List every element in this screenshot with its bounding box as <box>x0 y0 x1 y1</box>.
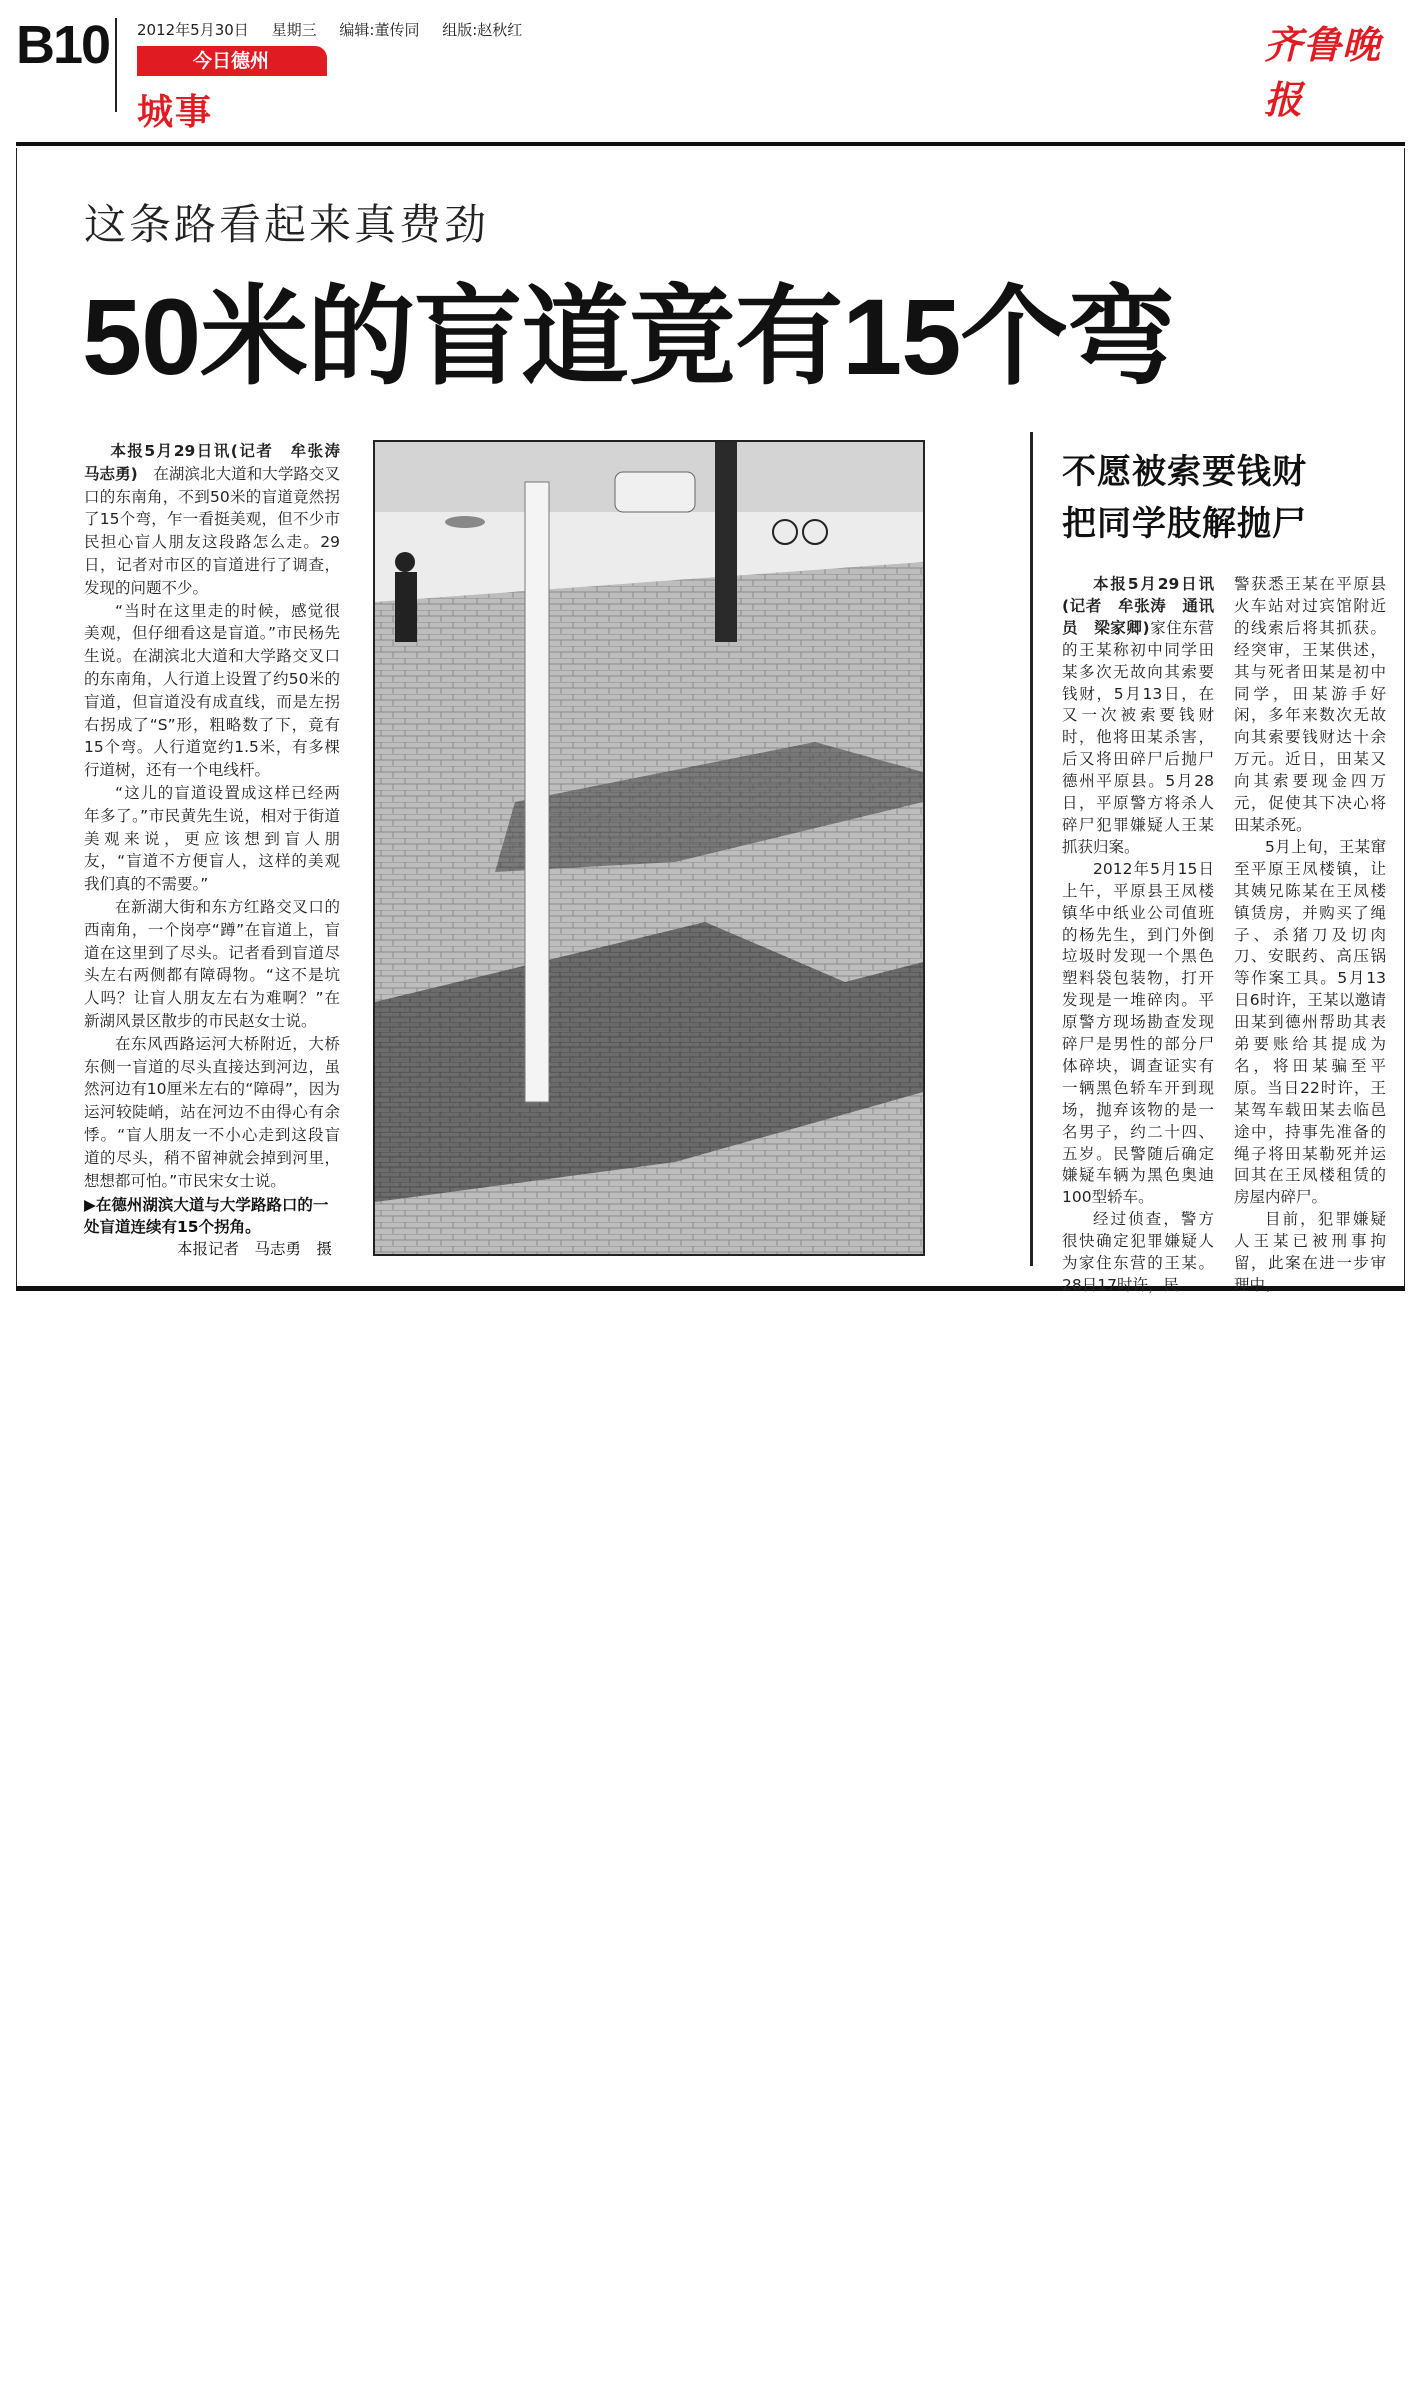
story-headline: 50米的盲道竟有15个弯 <box>82 276 1175 397</box>
column-divider <box>1030 432 1033 1266</box>
main-story-body <box>84 440 356 1192</box>
photo-caption <box>84 1194 340 1260</box>
side-paragraph: 本报5月29日讯(记者 牟张涛 通讯员 梁家卿)家住东营的王某称初中同学田某多次无故向其索要钱财，5月13日，在又一次被索要钱财时，他将田某杀害，后又将田碎尸后抛尸德州平原县。5月28日，平原警方将杀人碎尸犯罪嫌疑人王某抓获归案。 <box>1062 575 1214 856</box>
layout-credit: 组版:赵秋红 <box>442 21 523 39</box>
main-byline: 本报5月29日讯(记者 牟张涛 马志勇) <box>84 442 356 483</box>
side-paragraph: 经过侦查，警方很快确定犯罪嫌疑人为家住东营的王某。28日17时许，民 <box>1062 1210 1214 1294</box>
side-story-column-1 <box>1062 574 1214 1297</box>
side-headline-line1: 不愿被索要钱财 <box>1062 452 1307 492</box>
caption-text: ▶在德州湖滨大道与大学路路口的一处盲道连续有15个拐角。 <box>84 1196 329 1236</box>
top-rule <box>16 142 1405 146</box>
section-tab: 今日德州 <box>137 46 327 76</box>
side-story-column-2 <box>1234 574 1386 1297</box>
side-paragraph: 目前，犯罪嫌疑人王某已被刑事拘留，此案在进一步审理中。 <box>1234 1210 1386 1294</box>
side-headline-line2: 把同学肢解抛尸 <box>1062 504 1307 544</box>
editor-credit: 编辑:董传同 <box>339 21 420 39</box>
issue-weekday: 星期三 <box>271 21 317 39</box>
main-paragraph: 在东风西路运河大桥附近，大桥东侧一盲道的尽头直接达到河边，虽然河边有10厘米左右的“障碍”，因为运河较陡峭，站在河边不由得心有余悸。“盲人朋友一不小心走到这段盲道的尽头，稍不留神就会掉到河里，想想都可怕。”市民宋女士说。 <box>84 1034 340 1190</box>
issue-meta <box>137 19 540 40</box>
issue-date: 2012年5月30日 <box>137 21 249 39</box>
section-name: 城事 <box>137 92 214 133</box>
masthead-logo: 齐鲁晚报 <box>1264 22 1382 122</box>
story-subhead: 这条路看起来真费劲 <box>84 200 490 249</box>
header-divider <box>115 18 117 112</box>
photo-credit: 本报记者 马志勇 摄 <box>176 1240 332 1258</box>
news-photo <box>373 440 925 1256</box>
sidewalk-photo-illustration <box>375 442 923 1254</box>
side-paragraph: 2012年5月15日上午，平原县王凤楼镇华中纸业公司值班的杨先生，到门外倒垃圾时发现一个黑色塑料袋包装物，打开发现是一堆碎肉。平原警方现场勘查发现碎尸是男性的部分尸体碎块，调查证实有一辆黑色轿车开到现场，抛弃该物的是一名男子，约二十四、五岁。民警随后确定嫌疑车辆为黑色奥迪100型轿车。 <box>1062 859 1214 1207</box>
main-paragraph: 在新湖大街和东方红路交叉口的西南角，一个岗亭“蹲”在盲道上，盲道在这里到了尽头。记者看到盲道尽头左右两侧都有障碍物。“这不是坑人吗？让盲人朋友左右为难啊？”在新湖风景区散步的市民赵女士说。 <box>84 897 340 1030</box>
page-number: B10 <box>16 15 110 75</box>
main-paragraph: “这儿的盲道设置成这样已经两年多了。”市民黄先生说，相对于街道美观来说，更应该想到盲人朋友，“盲道不方便盲人，这样的美观我们真的不需要。” <box>84 783 340 894</box>
side-paragraph: 警获悉王某在平原县火车站对过宾馆附近的线索后将其抓获。经突审，王某供述，其与死者田某是初中同学，田某游手好闲，多年来数次无故向其索要钱财达十余万元。近日，田某又向其索要现金四万元，促使其下决心将田某杀死。 <box>1234 575 1386 834</box>
side-story-headline <box>1062 446 1307 550</box>
side-byline: 本报5月29日讯(记者 牟张涛 通讯员 梁家卿) <box>1062 575 1214 637</box>
main-paragraph: “当时在这里走的时候，感觉很美观，但仔细看这是盲道。”市民杨先生说。在湖滨北大道和大学路交叉口的东南角，人行道上设置了约50米的盲道，但盲道没有成直线，而是左拐右拐成了“S”形，粗略数了下，竟有15个弯。人行道宽约1.5米，有多棵行道树，还有一个电线杆。 <box>84 601 340 780</box>
side-paragraph: 5月上旬，王某窜至平原王凤楼镇，让其姨兄陈某在王凤楼镇赁房，并购买了绳子、杀猪刀及切肉刀、安眠药、高压锅等作案工具。5月13日6时许，王某以邀请田某到德州帮助其表弟要账给其提成为名，将田某骗至平原。当日22时许，王某驾车载田某去临邑途中，持事先准备的绳子将田某勒死并运回其在王凤楼租赁的房屋内碎尸。 <box>1234 837 1386 1207</box>
main-paragraph: 本报5月29日讯(记者 牟张涛 马志勇) 在湖滨北大道和大学路交叉口的东南角，不到50米的盲道竟然拐了15个弯，乍一看挺美观，但不少市民担心盲人朋友这段路怎么走。29日，记者对市区的盲道进行了调查，发现的问题不少。 <box>84 442 356 597</box>
